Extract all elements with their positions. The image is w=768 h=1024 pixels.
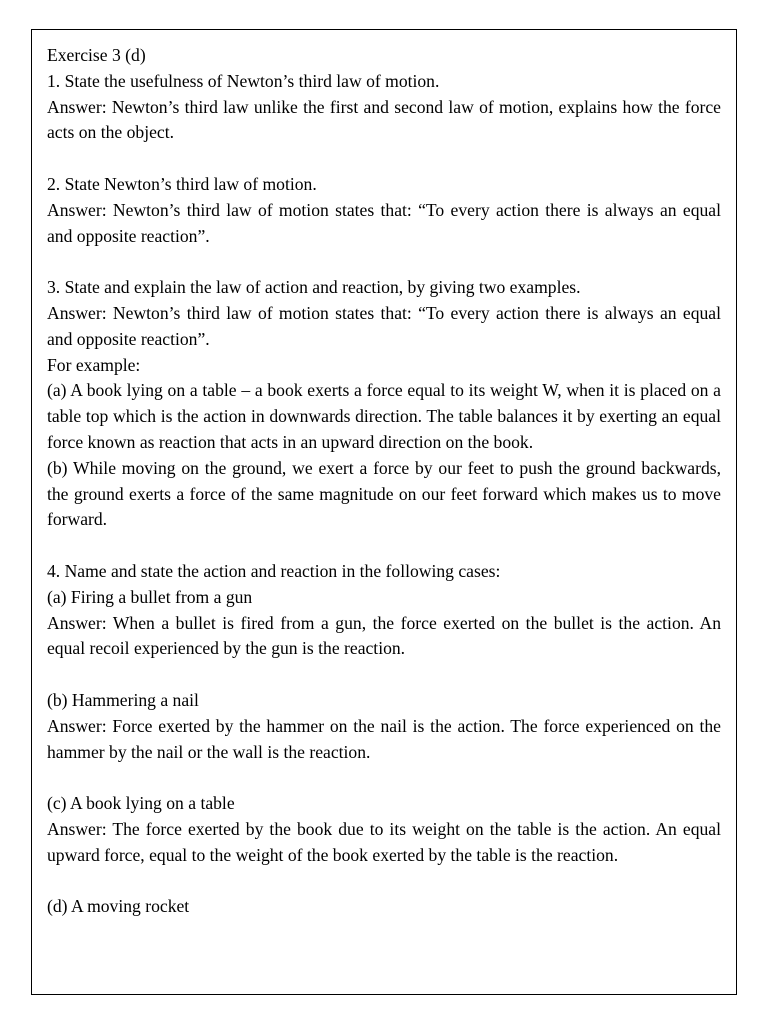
example-b: (b) While moving on the ground, we exert a force by our feet to push the ground backwards, the ground exerts a force of the same magnitude on our feet forward which makes us to move forward.	[47, 457, 721, 530]
spacer	[47, 249, 721, 275]
spacer	[47, 869, 721, 895]
spacer	[47, 765, 721, 791]
examples-intro: For example:	[47, 354, 141, 375]
case-a: (a) Firing a bullet from a gun	[47, 586, 253, 607]
spacer	[47, 146, 721, 172]
exercise-title: Exercise 3 (d)	[47, 45, 146, 65]
answer-1: Answer: Newton’s third law unlike the first and second law of motion, explains how the force acts on the object.	[47, 96, 721, 143]
answer-3: Answer: Newton’s third law of motion states that: “To every action there is always an equal and opposite reaction”.	[47, 302, 721, 349]
question-2: 2. State Newton’s third law of motion.	[47, 173, 317, 194]
question-4: 4. Name and state the action and reaction in the following cases:	[47, 560, 501, 581]
case-b: (b) Hammering a nail	[47, 689, 199, 710]
question-3: 3. State and explain the law of action and reaction, by giving two examples.	[47, 277, 581, 298]
case-c-answer: Answer: The force exerted by the book due to its weight on the table is the action. An equal upward force, equal to the weight of the book exerted by the table is the reaction.	[47, 818, 721, 865]
spacer	[47, 662, 721, 688]
case-b-answer: Answer: Force exerted by the hammer on the nail is the action. The force experienced on the hammer by the nail or the wall is the reaction.	[47, 715, 721, 762]
spacer	[47, 533, 721, 559]
question-1: 1. State the usefulness of Newton’s third law of motion.	[47, 70, 440, 91]
case-d: (d) A moving rocket	[47, 896, 190, 917]
answer-2: Answer: Newton’s third law of motion states that: “To every action there is always an equal and opposite reaction”.	[47, 199, 721, 246]
document-body	[47, 43, 721, 920]
case-a-answer: Answer: When a bullet is fired from a gun, the force exerted on the bullet is the action. An equal recoil experienced by the gun is the reaction.	[47, 612, 721, 659]
example-a: (a) A book lying on a table – a book exerts a force equal to its weight W, when it is placed on a table top which is the action in downwards direction. The table balances it by exerting an equal force known as reaction that acts in an upward direction on the book.	[47, 380, 721, 452]
case-c: (c) A book lying on a table	[47, 793, 235, 814]
